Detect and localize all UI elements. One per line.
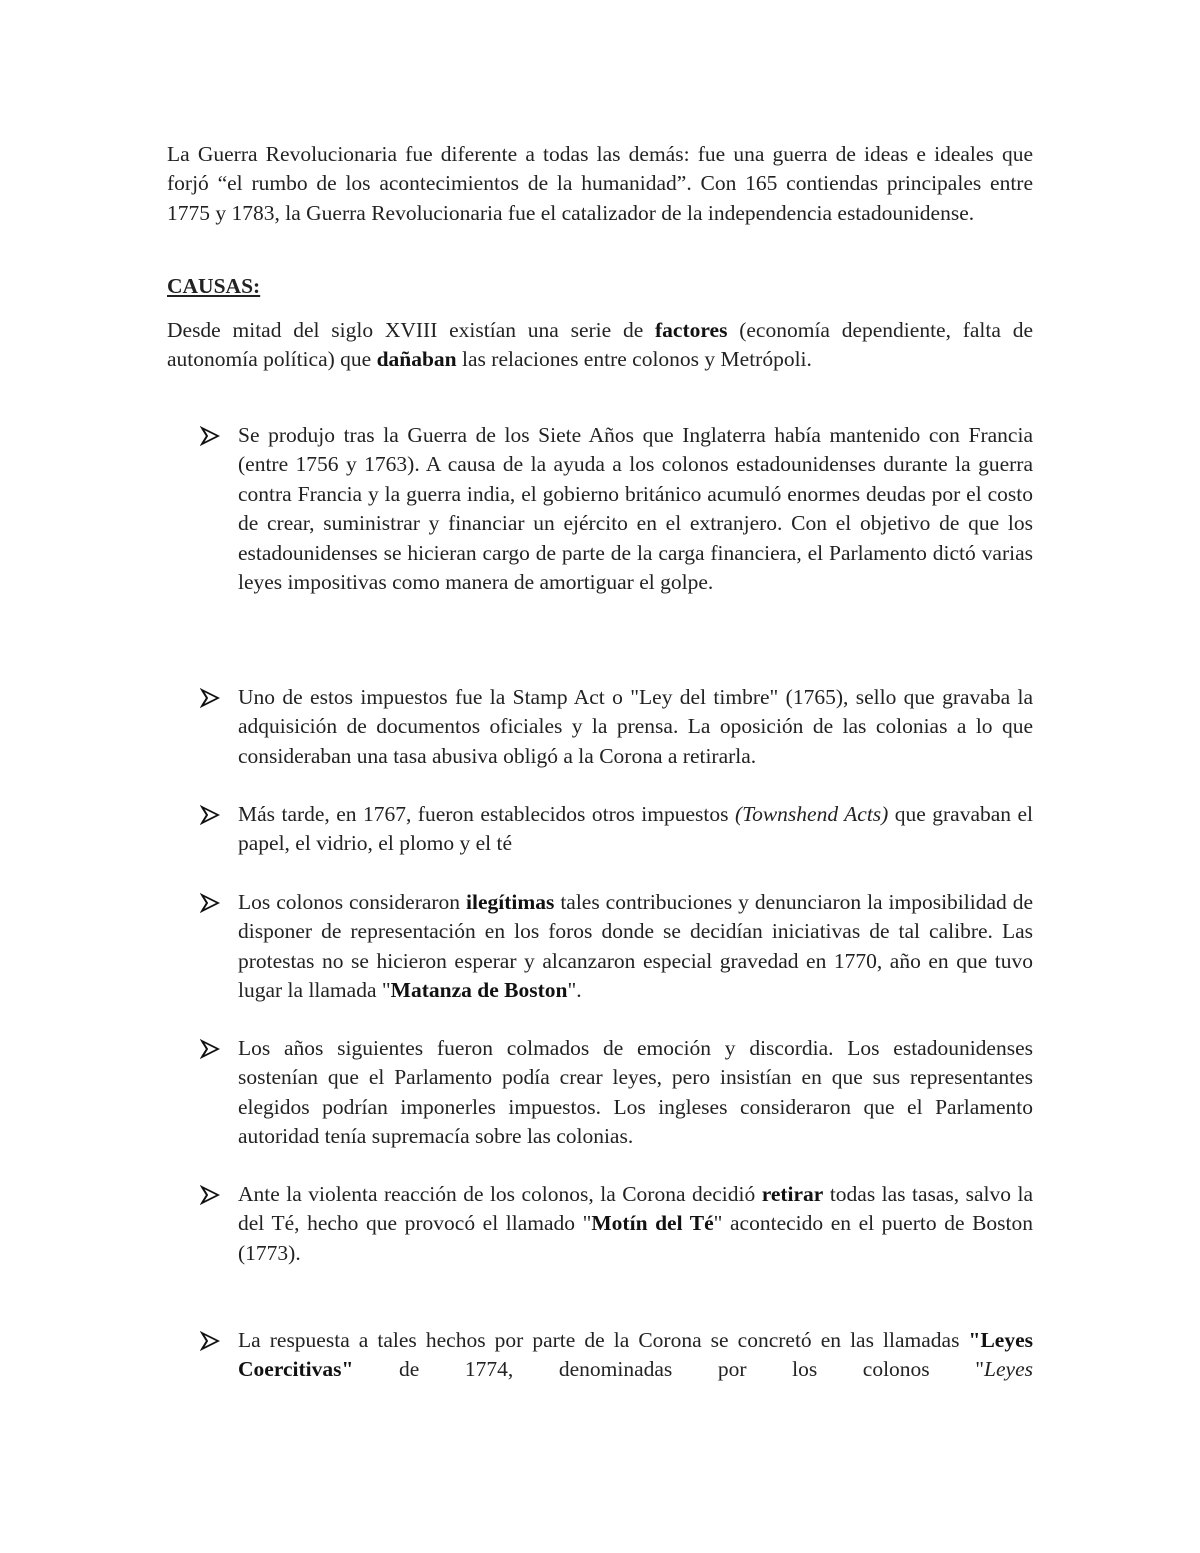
arrowhead-bullet-icon [198, 888, 222, 917]
arrowhead-bullet-icon [198, 1034, 222, 1063]
bullet-item-2 [167, 683, 1033, 771]
bullet-text [238, 683, 1033, 771]
bullet-7-bold-leyes-coercitivas: "Leyes Coercitivas" [238, 1328, 1033, 1382]
bullet-4-text-1: Los colonos consideraron [238, 890, 466, 914]
bullet-text [238, 421, 1033, 597]
bullet-7-text-2: de 1774, denominadas por los colonos " [353, 1357, 985, 1382]
bullet-item-5 [167, 1034, 1033, 1152]
bullet-text [238, 1180, 1033, 1268]
arrowhead-bullet-icon [198, 1180, 222, 1209]
causes-lead-bold-factores: factores [655, 318, 728, 342]
arrowhead-bullet-icon [198, 800, 222, 829]
bullet-5-text: Los años siguientes fueron colmados de emoción y discordia. Los estadounidenses sostenían que el Parlamento podía crear leyes, pero insistían en que sus representantes elegidos podrían imponerles impuestos. Los ingleses consideraron que el Parlamento autoridad tenía supremacía sobre las colonias. [238, 1036, 1033, 1149]
bullet-item-1 [167, 421, 1033, 597]
intro-text: La Guerra Revolucionaria fue diferente a todas las demás: fue una guerra de ideas e ideales que forjó “el rumbo de los acontecimientos de la humanidad”. Con 165 contiendas principales entre 1775 y 1783, la Guerra Revolucionaria fue el catalizador de la independencia estadounidense. [167, 142, 1033, 225]
bullet-text [238, 800, 1033, 859]
bullet-7-italic-leyes: Leyes [984, 1357, 1033, 1382]
bullet-4-bold-matanza: Matanza de Boston [390, 978, 568, 1003]
causes-lead-text-2: (economía dependiente, falta de autonomía política) que [167, 318, 1033, 372]
bullet-7-text-1: La respuesta a tales hechos por parte de la Corona se concretó en las llamadas [238, 1328, 969, 1352]
bullet-item-4 [167, 888, 1033, 1006]
causes-lead-paragraph [167, 316, 1033, 375]
bullet-6-bold-retirar: retirar [761, 1182, 824, 1206]
arrowhead-bullet-icon [198, 421, 222, 450]
bullet-2-text: Uno de estos impuestos fue la Stamp Act o "Ley del timbre" (1765), sello que gravaba la adquisición de documentos oficiales y la prensa. La oposición de las colonias a lo que consideraban una tasa abusiva obligó a la Corona a retirarla. [238, 685, 1033, 768]
bullet-6-text-2: todas las tasas, salvo la del Té, hecho que provocó el llamado " [238, 1182, 1033, 1236]
bullet-text [238, 1034, 1033, 1152]
bullet-item-3 [167, 800, 1033, 859]
arrowhead-bullet-icon [198, 683, 222, 712]
bullet-item-7 [167, 1326, 1033, 1385]
arrowhead-bullet-icon [198, 1326, 222, 1355]
bullet-item-6 [167, 1180, 1033, 1268]
bullet-3-italic-townshend: (Townshend Acts) [734, 802, 889, 826]
bullet-4-bold-ilegitimas: ilegítimas [466, 890, 555, 914]
causes-lead-bold-danaban: dañaban [376, 347, 457, 372]
intro-paragraph [167, 140, 1033, 228]
bullet-text [238, 1326, 1033, 1385]
causes-heading: CAUSAS: [167, 274, 261, 298]
bullet-3-text-2: que gravaban el papel, el vidrio, el plomo y el té [238, 802, 1033, 856]
bullet-3-text-1: Más tarde, en 1767, fueron establecidos otros impuestos [238, 802, 735, 826]
causes-lead-text-1: Desde mitad del siglo XVIII existían una serie de [167, 318, 656, 342]
bullet-6-bold-motin: Motín del Té [591, 1211, 714, 1236]
bullet-6-text-3: " acontecido en el puerto de Boston (1773). [238, 1211, 1033, 1265]
bullet-4-text-3: ". [567, 978, 582, 1003]
bullet-1-text: Se produjo tras la Guerra de los Siete Años que Inglaterra había mantenido con Francia (entre 1756 y 1763). A causa de la ayuda a los colonos estadounidenses durante la guerra contra Francia y la guerra india, el gobierno británico acumuló enormes deudas por el costo de crear, suministrar y financiar un ejército en el extranjero. Con el objetivo de que los estadounidenses se hicieran cargo de parte de la carga financiera, el Parlamento dictó varias leyes impositivas como manera de amortiguar el golpe. [238, 423, 1033, 595]
bullet-6-text-1: Ante la violenta reacción de los colonos, la Corona decidió [238, 1182, 762, 1206]
bullet-4-text-2: tales contribuciones y denunciaron la imposibilidad de disponer de representación en los foros donde se decidían iniciativas de tal calibre. Las protestas no se hicieron esperar y alcanzaron especial gravedad en 1770, año en que tuvo lugar la llamada " [238, 890, 1034, 1003]
bullet-text [238, 888, 1033, 1006]
causes-lead-text-3: las relaciones entre colonos y Metrópoli. [456, 347, 812, 372]
